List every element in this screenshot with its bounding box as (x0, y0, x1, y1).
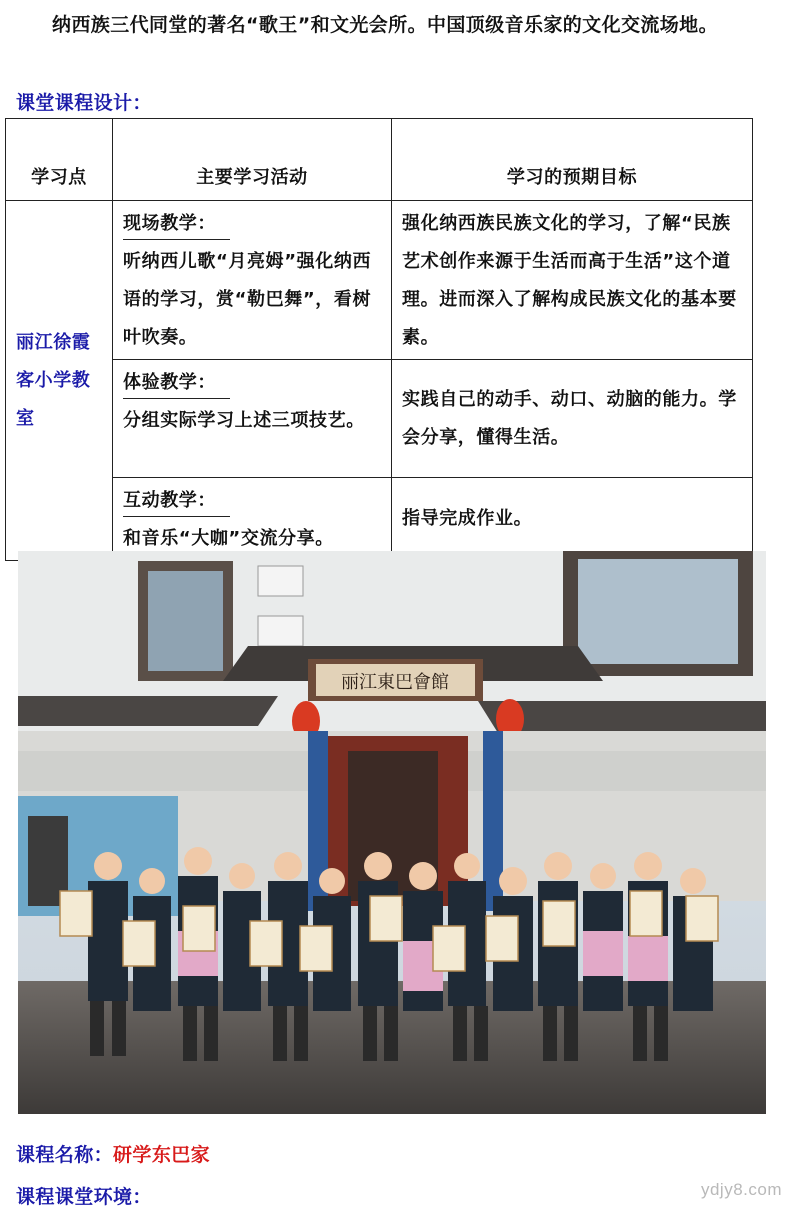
sign-text: 丽江東巴會館 (341, 672, 449, 693)
course-name-value: 研学东巴家 (113, 1144, 211, 1166)
header-main-activity: 主要学习活动 (113, 119, 392, 201)
course-name-label: 课程名称： (16, 1144, 114, 1166)
activity-text: 听纳西儿歌“月亮姆”强化纳西语的学习，赏“勒巴舞”，看树叶吹奏。 (123, 251, 372, 348)
table-row (6, 478, 753, 561)
activity-text: 分组实际学习上述三项技艺。 (123, 410, 365, 431)
watermark: ydjy8.com (700, 1180, 782, 1199)
learning-point-cell: 丽江徐霞客小学教室 (6, 201, 113, 561)
course-design-table (5, 118, 753, 561)
activity-cell (113, 201, 392, 360)
activity-title: 体验教学： (123, 368, 230, 399)
table-header-row (6, 119, 753, 201)
goal-cell: 实践自己的动手、动口、动脑的能力。学会分享，懂得生活。 (392, 360, 753, 478)
header-learning-point: 学习点 (6, 119, 113, 201)
intro-paragraph: 纳西族三代同堂的著名“歌王”和文光会所。中国顶级音乐家的文化交流场地。 (52, 14, 718, 36)
header-expected-goal: 学习的预期目标 (392, 119, 753, 201)
section-title-course-design: 课堂课程设计： (16, 92, 152, 114)
group-photo-illustration (18, 551, 766, 1114)
course-name (16, 1140, 210, 1167)
activity-text: 和音乐“大咖”交流分享。 (123, 528, 334, 549)
goal-cell: 指导完成作业。 (392, 478, 753, 561)
activity-cell (113, 478, 392, 561)
table-row (6, 360, 753, 478)
activity-cell (113, 360, 392, 478)
group-photo (18, 551, 766, 1114)
activity-title: 现场教学： (123, 209, 230, 240)
goal-cell: 强化纳西族民族文化的学习，了解“民族艺术创作来源于生活而高于生活”这个道理。进而深入了解构成民族文化的基本要素。 (392, 201, 753, 360)
activity-title: 互动教学： (123, 486, 230, 517)
section-title-course-env: 课程课堂环境： (16, 1186, 152, 1208)
table-row (6, 201, 753, 360)
